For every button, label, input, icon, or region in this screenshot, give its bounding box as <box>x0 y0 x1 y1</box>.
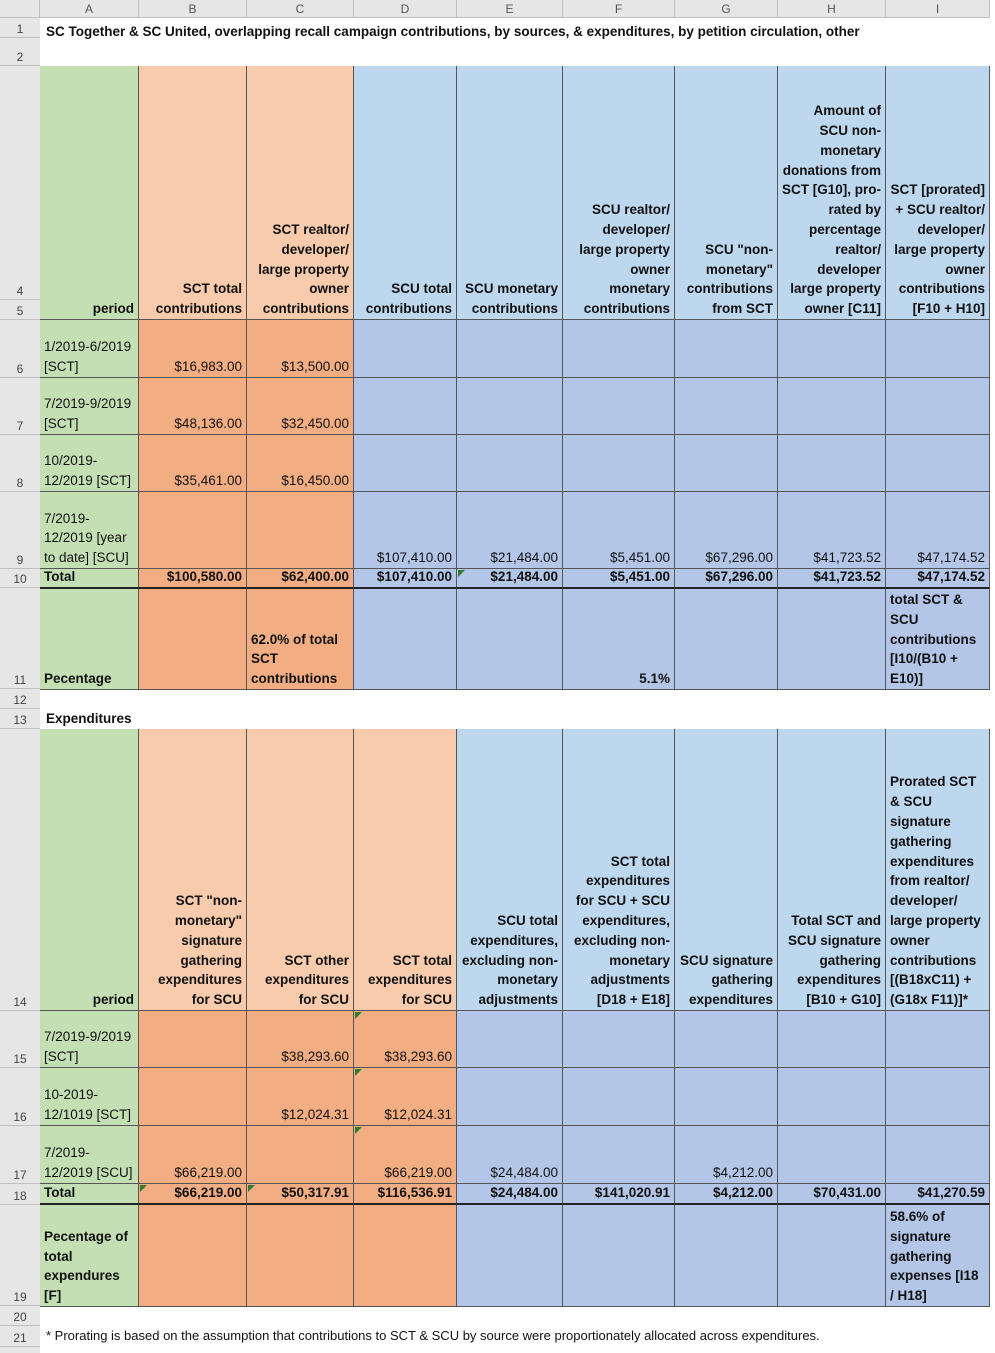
contrib-header-sct-realtor[interactable]: SCT realtor/ developer/ large property owner contributions <box>247 66 354 320</box>
empty-cell[interactable] <box>675 1011 778 1068</box>
row-header-19[interactable]: 19 <box>0 1205 40 1306</box>
contrib-percentage-cell[interactable]: 62.0% of total SCT contributions <box>247 589 354 690</box>
exp-value-cell[interactable]: $4,212.00 <box>675 1126 778 1184</box>
exp-value-cell[interactable]: $12,024.31 <box>354 1068 457 1126</box>
empty-cell[interactable] <box>354 1205 457 1307</box>
empty-cell[interactable] <box>139 1011 247 1068</box>
row-header-20[interactable]: 20 <box>0 1306 40 1326</box>
contrib-value-cell[interactable]: $21,484.00 <box>457 492 563 569</box>
row-header-17[interactable]: 17 <box>0 1126 40 1184</box>
contrib-value-cell[interactable]: $47,174.52 <box>886 492 990 569</box>
empty-cell[interactable] <box>675 1068 778 1126</box>
exp-total-cell[interactable]: $141,020.91 <box>563 1184 675 1205</box>
empty-cell[interactable] <box>778 1126 886 1184</box>
row-header-6[interactable]: 6 <box>0 320 40 378</box>
exp-value-cell[interactable]: $66,219.00 <box>354 1126 457 1184</box>
exp-total-cell[interactable]: $66,219.00 <box>139 1184 247 1205</box>
column-header-h[interactable]: H <box>778 0 886 18</box>
column-header-g[interactable]: G <box>675 0 778 18</box>
expenditures-label[interactable]: Expenditures <box>46 711 132 726</box>
empty-cell[interactable] <box>457 1011 563 1068</box>
row-header-5[interactable]: 5 <box>0 300 40 320</box>
empty-cell[interactable] <box>457 1205 563 1307</box>
row-header-11[interactable]: 11 <box>0 588 40 689</box>
empty-cell[interactable] <box>354 435 457 492</box>
row-header-12[interactable]: 12 <box>0 689 40 709</box>
empty-cell[interactable] <box>778 1205 886 1307</box>
contrib-total-cell[interactable]: $100,580.00 <box>139 569 247 589</box>
footnote[interactable]: * Prorating is based on the assumption that contributions to SCT & SCU by source were proportionately allocated across expenditures. <box>46 1328 820 1343</box>
exp-header-total-signature[interactable]: Total SCT and SCU signature gathering expenditures [B10 + G10] <box>778 729 886 1011</box>
contrib-percentage-cell[interactable]: 5.1% <box>563 589 675 690</box>
exp-header-period[interactable]: period <box>40 729 139 1011</box>
empty-cell[interactable] <box>354 320 457 378</box>
exp-total-cell[interactable]: $116,536.91 <box>354 1184 457 1205</box>
exp-value-cell[interactable]: $66,219.00 <box>139 1126 247 1184</box>
contrib-header-combined[interactable]: SCT [prorated] + SCU realtor/ developer/ large property owner contributions [F10 + H10] <box>886 66 990 320</box>
empty-cell[interactable] <box>457 435 563 492</box>
contrib-total-cell[interactable]: $21,484.00 <box>457 569 563 589</box>
contrib-header-prorated-amount[interactable]: Amount of SCU non-monetary donations from SCT [G10], pro-rated by percentage realtor/ developer large property owner [C11] <box>778 66 886 320</box>
empty-cell[interactable] <box>675 320 778 378</box>
contrib-value-cell[interactable]: $16,983.00 <box>139 320 247 378</box>
empty-cell[interactable] <box>563 435 675 492</box>
empty-cell[interactable] <box>139 1205 247 1307</box>
empty-cell[interactable] <box>247 1126 354 1184</box>
error-indicator-icon <box>248 1185 255 1192</box>
contrib-header-scu-realtor[interactable]: SCU realtor/ developer/ large property owner monetary contributions <box>563 66 675 320</box>
empty-cell[interactable] <box>139 1068 247 1126</box>
row-header-21[interactable]: 21 <box>0 1326 40 1347</box>
contrib-value-cell[interactable]: $35,461.00 <box>139 435 247 492</box>
exp-total-cell[interactable]: $50,317.91 <box>247 1184 354 1205</box>
exp-value-cell[interactable]: $38,293.60 <box>247 1011 354 1068</box>
empty-cell[interactable] <box>563 1205 675 1307</box>
exp-value-cell[interactable]: $12,024.31 <box>247 1068 354 1126</box>
empty-cell[interactable] <box>675 435 778 492</box>
empty-cell[interactable] <box>778 1068 886 1126</box>
error-indicator-icon <box>458 570 465 577</box>
contrib-total-cell[interactable]: $47,174.52 <box>886 569 990 589</box>
empty-cell[interactable] <box>886 320 990 378</box>
exp-header-scu-total[interactable]: SCU total expenditures, excluding non-monetary adjustments <box>457 729 563 1011</box>
exp-total-cell[interactable]: $4,212.00 <box>675 1184 778 1205</box>
contrib-value-cell[interactable]: $32,450.00 <box>247 378 354 435</box>
empty-cell[interactable] <box>457 320 563 378</box>
exp-header-sct-nonmonetary[interactable]: SCT "non-monetary" signature gathering expenditures for SCU <box>139 729 247 1011</box>
contrib-total-cell[interactable]: $107,410.00 <box>354 569 457 589</box>
contrib-value-cell[interactable]: $67,296.00 <box>675 492 778 569</box>
empty-cell[interactable] <box>247 1205 354 1307</box>
contrib-header-period[interactable]: period <box>40 66 139 320</box>
column-header-f[interactable]: F <box>563 0 675 18</box>
contrib-total-cell[interactable]: $5,451.00 <box>563 569 675 589</box>
empty-cell[interactable] <box>675 1205 778 1307</box>
contrib-total-cell[interactable]: $67,296.00 <box>675 569 778 589</box>
exp-period-cell[interactable]: 10-2019-12/1019 [SCT] <box>40 1068 139 1126</box>
empty-cell[interactable] <box>675 378 778 435</box>
empty-cell[interactable] <box>563 1011 675 1068</box>
empty-cell[interactable] <box>778 589 886 690</box>
column-header-b[interactable]: B <box>139 0 247 18</box>
column-header-i[interactable]: I <box>886 0 990 18</box>
select-all-corner[interactable] <box>0 0 40 18</box>
empty-cell[interactable] <box>778 1011 886 1068</box>
exp-value-cell[interactable]: $24,484.00 <box>457 1126 563 1184</box>
empty-cell[interactable] <box>778 378 886 435</box>
empty-cell[interactable] <box>563 320 675 378</box>
error-indicator-icon <box>355 1012 362 1019</box>
row-header-13[interactable]: 13 <box>0 709 40 729</box>
empty-cell[interactable] <box>139 492 247 569</box>
empty-cell[interactable] <box>886 1068 990 1126</box>
contrib-total-cell[interactable]: $41,723.52 <box>778 569 886 589</box>
exp-header-prorated[interactable]: Prorated SCT & SCU signature gathering expenditures from realtor/ developer/ large property owner contributions [(B18xC11) + (G18x F11)]* <box>886 729 990 1011</box>
contrib-period-cell[interactable]: 1/2019-6/2019 [SCT] <box>40 320 139 378</box>
empty-cell[interactable] <box>457 378 563 435</box>
contrib-value-cell[interactable]: $107,410.00 <box>354 492 457 569</box>
contrib-value-cell[interactable]: $48,136.00 <box>139 378 247 435</box>
empty-cell[interactable] <box>675 589 778 690</box>
column-header-e[interactable]: E <box>457 0 563 18</box>
empty-cell[interactable] <box>354 589 457 690</box>
exp-total-cell[interactable]: $24,484.00 <box>457 1184 563 1205</box>
exp-total-cell[interactable]: $41,270.59 <box>886 1184 990 1205</box>
empty-cell[interactable] <box>563 1126 675 1184</box>
exp-total-label[interactable]: Total <box>40 1184 139 1205</box>
contrib-percentage-cell[interactable]: total SCT & SCU contributions [I10/(B10 + E10)] <box>886 589 990 690</box>
empty-cell[interactable] <box>457 589 563 690</box>
column-header-d[interactable]: D <box>354 0 457 18</box>
row-header-8[interactable]: 8 <box>0 435 40 492</box>
row-header-15[interactable]: 15 <box>0 1011 40 1068</box>
empty-cell[interactable] <box>139 589 247 690</box>
empty-cell[interactable] <box>247 492 354 569</box>
contrib-value-cell[interactable]: $16,450.00 <box>247 435 354 492</box>
row-header-18[interactable]: 18 <box>0 1184 40 1205</box>
exp-total-cell[interactable]: $70,431.00 <box>778 1184 886 1205</box>
exp-header-combined-total[interactable]: SCT total expenditures for SCU + SCU expenditures, excluding non-monetary adjustments [D18 + E18] <box>563 729 675 1011</box>
empty-cell[interactable] <box>354 378 457 435</box>
contrib-percentage-label[interactable]: Pecentage <box>40 589 139 690</box>
contrib-header-sct-total[interactable]: SCT total contributions <box>139 66 247 320</box>
empty-cell[interactable] <box>778 320 886 378</box>
contrib-header-scu-monetary[interactable]: SCU monetary contributions <box>457 66 563 320</box>
empty-cell[interactable] <box>886 1126 990 1184</box>
exp-header-sct-other[interactable]: SCT other expenditures for SCU <box>247 729 354 1011</box>
contrib-header-scu-nonmonetary[interactable]: SCU "non-monetary" contributions from SCT <box>675 66 778 320</box>
exp-percentage-cell[interactable]: 58.6% of signature gathering expenses [I18 / H18] <box>886 1205 990 1307</box>
exp-value-cell[interactable]: $38,293.60 <box>354 1011 457 1068</box>
empty-cell[interactable] <box>886 435 990 492</box>
contrib-value-cell[interactable]: $5,451.00 <box>563 492 675 569</box>
error-indicator-icon <box>140 1185 147 1192</box>
empty-cell[interactable] <box>563 378 675 435</box>
row-header-10[interactable]: 10 <box>0 569 40 588</box>
error-indicator-icon <box>355 1069 362 1076</box>
empty-cell[interactable] <box>457 1068 563 1126</box>
contrib-period-cell[interactable]: 10/2019-12/2019 [SCT] <box>40 435 139 492</box>
row-header-7[interactable]: 7 <box>0 378 40 435</box>
contrib-total-label[interactable]: Total <box>40 569 139 589</box>
exp-header-sct-total[interactable]: SCT total expenditures for SCU <box>354 729 457 1011</box>
contrib-value-cell[interactable]: $13,500.00 <box>247 320 354 378</box>
contrib-period-cell[interactable]: 7/2019-9/2019 [SCT] <box>40 378 139 435</box>
error-indicator-icon <box>355 1127 362 1134</box>
empty-cell[interactable] <box>886 1011 990 1068</box>
exp-period-cell[interactable]: 7/2019-9/2019 [SCT] <box>40 1011 139 1068</box>
empty-cell[interactable] <box>778 435 886 492</box>
row-header-16[interactable]: 16 <box>0 1068 40 1126</box>
empty-cell[interactable] <box>886 378 990 435</box>
contrib-value-cell[interactable]: $41,723.52 <box>778 492 886 569</box>
row-header-4[interactable]: 4 <box>0 66 40 300</box>
column-header-a[interactable]: A <box>40 0 139 18</box>
exp-period-cell[interactable]: 7/2019-12/2019 [SCU] <box>40 1126 139 1184</box>
exp-percentage-label[interactable]: Pecentage of total expendures [F] <box>40 1205 139 1307</box>
sheet-title[interactable]: SC Together & SC United, overlapping recall campaign contributions, by sources, & expenditures, by petition circulation, other <box>46 24 860 39</box>
contrib-period-cell[interactable]: 7/2019-12/2019 [year to date] [SCU] <box>40 492 139 569</box>
row-header-2[interactable]: 2 <box>0 38 40 66</box>
exp-header-scu-signature[interactable]: SCU signature gathering expenditures <box>675 729 778 1011</box>
column-header-c[interactable]: C <box>247 0 354 18</box>
contrib-total-cell[interactable]: $62,400.00 <box>247 569 354 589</box>
contrib-header-scu-total[interactable]: SCU total contributions <box>354 66 457 320</box>
row-header-1[interactable]: 1 <box>0 18 40 38</box>
empty-cell[interactable] <box>563 1068 675 1126</box>
row-header-14[interactable]: 14 <box>0 729 40 1011</box>
row-header-9[interactable]: 9 <box>0 492 40 569</box>
